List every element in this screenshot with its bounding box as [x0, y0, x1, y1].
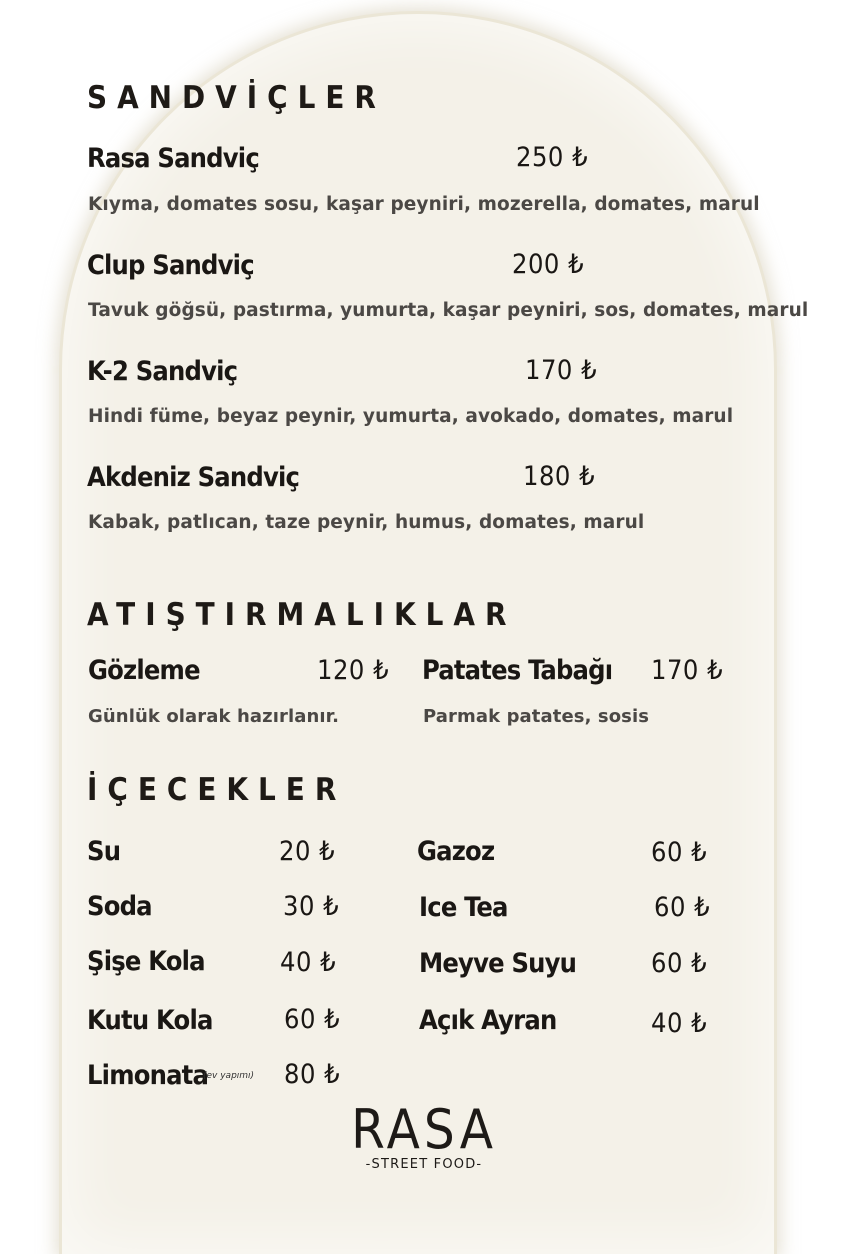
menu-item-price: 120 ₺	[317, 655, 390, 686]
menu-item-price: 180 ₺	[523, 461, 596, 492]
menu-item-description: Tavuk göğsü, pastırma, yumurta, kaşar peyniri, sos, domates, marul	[88, 300, 809, 321]
section-title-snacks: ATIŞTIRMALIKLAR	[87, 597, 517, 633]
menu-item-name: Akdeniz Sandviç	[87, 462, 300, 493]
section-title-sandwiches: SANDVİÇLER	[87, 80, 386, 116]
drink-price: 20 ₺	[279, 836, 336, 867]
brand-logo	[324, 1098, 524, 1172]
section-title-drinks: İÇECEKLER	[87, 772, 347, 808]
menu-item-price: 170 ₺	[651, 655, 724, 686]
drink-name: Gazoz	[417, 836, 495, 867]
drink-name: Kutu Kola	[87, 1005, 213, 1036]
menu-item-name: K-2 Sandviç	[87, 356, 238, 387]
menu-item-name: Gözleme	[88, 655, 200, 686]
menu-item-description: Kabak, patlıcan, taze peynir, humus, domates, marul	[88, 512, 645, 533]
drink-price: 60 ₺	[651, 837, 708, 868]
drink-name: Soda	[87, 891, 152, 922]
menu-item-description: Kıyma, domates sosu, kaşar peyniri, mozerella, domates, marul	[88, 194, 760, 215]
drink-price: 30 ₺	[283, 891, 340, 922]
menu-item-price: 200 ₺	[512, 249, 585, 280]
drink-price: 60 ₺	[651, 948, 708, 979]
drink-price: 60 ₺	[654, 892, 711, 923]
menu-item-name: Patates Tabağı	[422, 655, 613, 686]
drink-price: 80 ₺	[284, 1059, 341, 1090]
drink-note: (ev yapımı)	[203, 1071, 255, 1081]
menu-item-description: Parmak patates, sosis	[423, 706, 650, 727]
menu-item-name: Clup Sandviç	[87, 250, 254, 281]
drink-name: Limonata	[87, 1060, 209, 1091]
drink-name: Şişe Kola	[87, 946, 205, 977]
drink-name: Açık Ayran	[419, 1005, 557, 1036]
drink-price: 40 ₺	[280, 947, 337, 978]
drink-price: 60 ₺	[284, 1004, 341, 1035]
menu-item-name: Rasa Sandviç	[87, 143, 259, 174]
menu-item-description: Hindi füme, beyaz peynir, yumurta, avokado, domates, marul	[88, 406, 734, 427]
drink-price: 40 ₺	[651, 1008, 708, 1039]
logo-tagline: -STREET FOOD-	[365, 1157, 483, 1172]
menu-item-price: 250 ₺	[516, 142, 589, 173]
logo-wordmark: RASA	[351, 1098, 497, 1161]
drink-name: Meyve Suyu	[419, 948, 577, 979]
menu-item-description: Günlük olarak hazırlanır.	[88, 706, 340, 727]
drink-name: Ice Tea	[419, 892, 508, 923]
menu-item-price: 170 ₺	[525, 355, 598, 386]
drink-name: Su	[87, 836, 121, 867]
